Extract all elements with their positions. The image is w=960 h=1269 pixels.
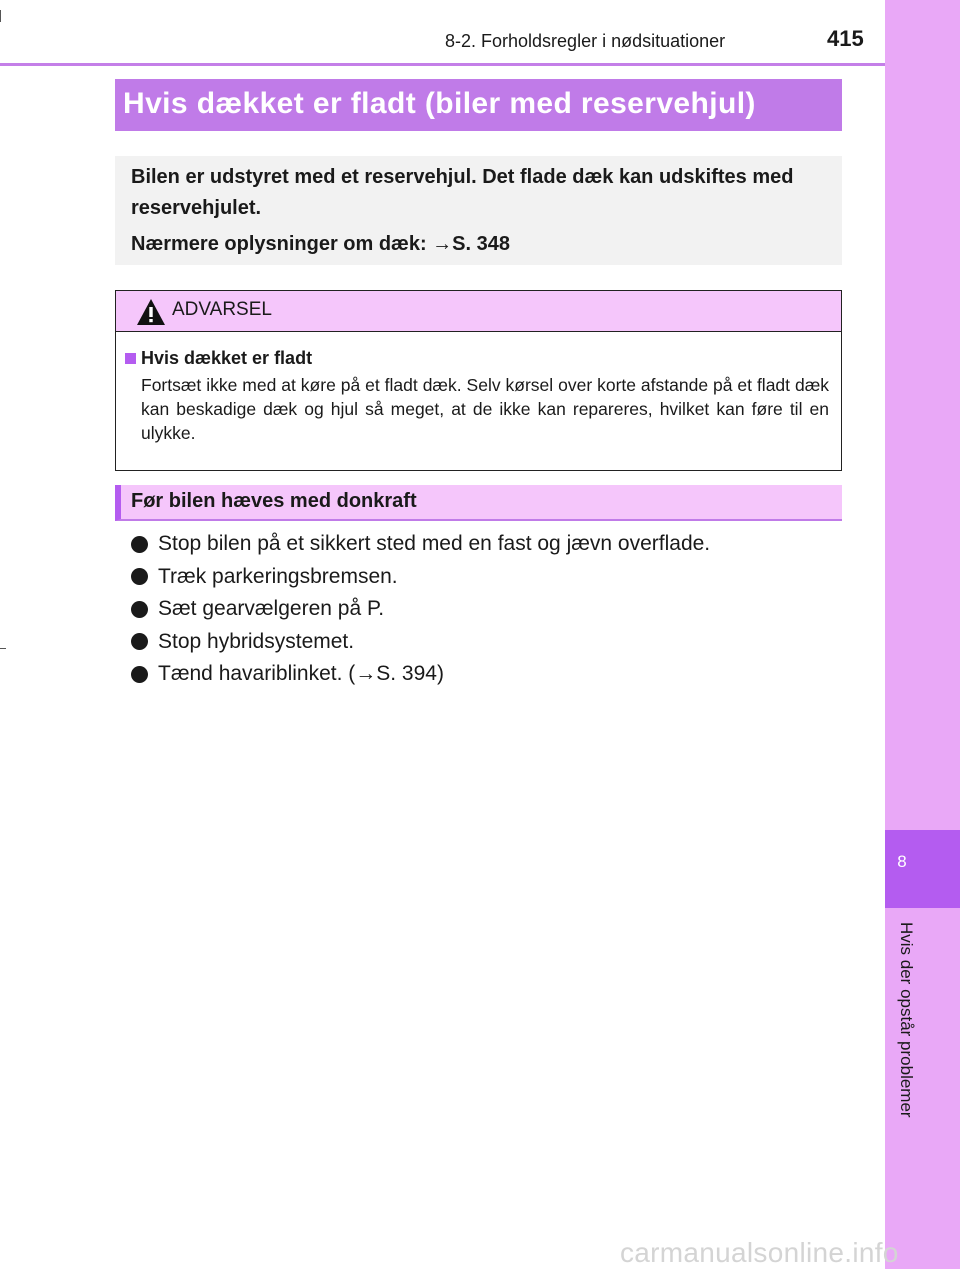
list-item <box>131 528 831 561</box>
crop-mark <box>0 10 1 22</box>
list-item-text: Stop hybridsystemet. <box>158 629 355 653</box>
list-item <box>131 626 831 659</box>
main-heading-text: Hvis dækket er fladt (biler med reservehjul) <box>123 87 756 120</box>
warning-header <box>116 291 841 332</box>
bullet-dot-icon <box>131 633 148 650</box>
intro-reference[interactable]: Nærmere oplysninger om dæk: →S. 348 <box>131 233 511 255</box>
steps-list <box>131 528 831 691</box>
crop-mark <box>0 648 6 649</box>
chapter-number: 8 <box>897 852 907 871</box>
bullet-dot-icon <box>131 568 148 585</box>
list-item-text: Stop bilen på et sikkert sted med en fast og jævn overflade. <box>158 532 711 556</box>
bullet-dot-icon <box>131 601 148 618</box>
watermark: carmanualsonline.info <box>620 1237 899 1268</box>
jack-section-heading-text: Før bilen hæves med donkraft <box>131 490 417 512</box>
bullet-dot-icon <box>131 666 148 683</box>
warning-triangle-icon <box>136 298 166 326</box>
page-number: 415 <box>827 26 864 51</box>
jack-section-heading <box>115 485 842 521</box>
main-heading <box>115 79 842 131</box>
warning-text: Fortsæt ikke med at køre på et fladt dæk. Selv kørsel over korte afstande på et fladt dæk kan beskadige dæk og hjul så meget, at de ikke kan repareres, hvilket kan føre til en ulykke. <box>141 375 829 443</box>
square-bullet-icon <box>125 353 136 364</box>
intro-box <box>115 156 842 265</box>
warning-body <box>116 332 841 445</box>
warning-box <box>115 290 842 471</box>
list-item <box>131 561 831 594</box>
warning-subheading-text: Hvis dækket er fladt <box>141 348 313 368</box>
header-rule <box>0 63 885 66</box>
section-title: 8-2. Forholdsregler i nødsituationer <box>445 31 726 51</box>
list-item-text: Træk parkeringsbremsen. <box>158 564 398 588</box>
list-item[interactable] <box>131 658 831 691</box>
chapter-label: Hvis der opstår problemer <box>897 922 916 1118</box>
list-item-text: Tænd havariblinket. (→S. 394) <box>158 662 444 686</box>
warning-title: ADVARSEL <box>172 299 272 320</box>
warning-subheading <box>125 348 829 369</box>
intro-text: Bilen er udstyret med et reservehjul. Det flade dæk kan udskiftes med reservehjulet. <box>131 166 794 219</box>
list-item <box>131 593 831 626</box>
bullet-dot-icon <box>131 536 148 553</box>
list-item-text: Sæt gearvælgeren på P. <box>158 597 385 621</box>
